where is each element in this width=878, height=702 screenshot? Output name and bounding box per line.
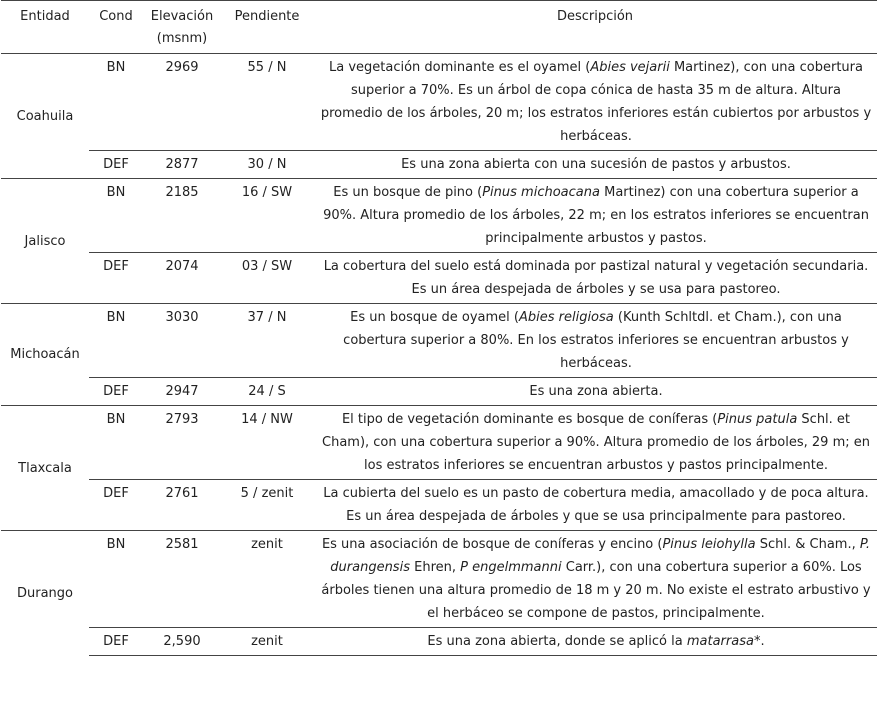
cell-pendiente: 16 / SW [221,179,313,253]
cell-pendiente: 37 / N [221,304,313,378]
cell-pendiente: 24 / S [221,378,313,406]
cell-elevacion: 2,590 [143,628,221,656]
cell-cond: DEF [89,480,143,531]
cell-elevacion: 2793 [143,406,221,480]
table-row [1,304,877,378]
table-row [1,406,877,480]
cell-pendiente: zenit [221,628,313,656]
species-name: Pinus patula [717,412,798,427]
cell-descripcion: La cobertura del suelo está dominada por pastizal natural y vegetación secundaria. Es un área despejada de árboles y se usa para pastoreo. [313,253,877,304]
cell-descripcion: Es una zona abierta con una sucesión de pastos y arbustos. [313,151,877,179]
cell-pendiente: 55 / N [221,54,313,151]
cell-descripcion: Es un bosque de oyamel (Abies religiosa (Kunth Schltdl. et Cham.), con una cobertura superior a 80%. En los estratos inferiores se encuentran arbustos y herbáceas. [313,304,877,378]
header-descripcion: Descripción [556,9,634,24]
cell-pendiente: 14 / NW [221,406,313,480]
cell-entidad: Durango [1,531,89,656]
cell-cond: DEF [89,253,143,304]
table-row [1,480,877,531]
cell-elevacion: 2761 [143,480,221,531]
table-row [1,628,877,656]
cell-elevacion: 2969 [143,54,221,151]
cell-cond: BN [89,304,143,378]
cell-cond: BN [89,179,143,253]
table-row [1,378,877,406]
cell-cond: BN [89,406,143,480]
species-name: P engelmmanni [460,560,562,575]
header-cond: Cond [99,9,133,24]
cell-pendiente: 03 / SW [221,253,313,304]
cell-descripcion: Es un bosque de pino (Pinus michoacana Martinez) con una cobertura superior a 90%. Altura promedio de los árboles, 22 m; en los estratos inferiores se encuentran principalmente arbustos y pastos. [313,179,877,253]
cell-pendiente: 30 / N [221,151,313,179]
cell-elevacion: 2074 [143,253,221,304]
cell-entidad: Tlaxcala [1,406,89,531]
table-row [1,151,877,179]
cell-entidad: Michoacán [1,304,89,406]
cell-cond: DEF [89,378,143,406]
cell-descripcion: La cubierta del suelo es un pasto de cobertura media, amacollado y de poca altura. Es un área despejada de árboles y que se usa principalmente para pastoreo. [313,480,877,531]
cell-descripcion: Es una zona abierta. [313,378,877,406]
cell-entidad: Jalisco [1,179,89,304]
table-body [1,54,877,656]
cell-cond: BN [89,531,143,628]
cell-elevacion: 2947 [143,378,221,406]
cell-elevacion: 2185 [143,179,221,253]
cell-descripcion: Es una zona abierta, donde se aplicó la matarrasa*. [313,628,877,656]
species-name: matarrasa [686,634,754,649]
cell-descripcion: Es una asociación de bosque de coníferas y encino (Pinus leiohylla Schl. & Cham., P. durangensis Ehren, P engelmmanni Carr.), con una cobertura superior a 60%. Los árboles tienen una altura promedio de 18 m y 20 m. No existe el estrato arbustivo y el herbáceo se compone de pastos, principalmente. [313,531,877,628]
species-name: Pinus leiohylla [662,537,756,552]
cell-entidad: Coahuila [1,54,89,179]
cell-cond: DEF [89,628,143,656]
species-name: Pinus michoacana [482,185,600,200]
species-name: Abies vejarii [590,60,670,75]
table-row [1,531,877,628]
table-row [1,54,877,151]
table-row [1,253,877,304]
table-row [1,179,877,253]
header-entidad: Entidad [20,9,70,24]
cell-elevacion: 2581 [143,531,221,628]
header-pendiente: Pendiente [234,9,300,24]
vegetation-table [1,0,877,656]
header-elevacion: Elevación (msnm) [150,9,214,46]
cell-cond: DEF [89,151,143,179]
cell-elevacion: 3030 [143,304,221,378]
cell-descripcion: El tipo de vegetación dominante es bosque de coníferas (Pinus patula Schl. et Cham), con una cobertura superior a 90%. Altura promedio de los árboles, 29 m; en los estratos inferiores se encuentran arbustos y pastos principalmente. [313,406,877,480]
cell-pendiente: 5 / zenit [221,480,313,531]
species-name: P. durangensis [330,537,871,575]
species-name: Abies religiosa [518,310,614,325]
table-header [1,1,877,54]
cell-pendiente: zenit [221,531,313,628]
cell-descripcion: La vegetación dominante es el oyamel (Abies vejarii Martinez), con una cobertura superior a 70%. Es un árbol de copa cónica de hasta 35 m de altura. Altura promedio de los árboles, 20 m; los estratos inferiores están cubiertos por arbustos y herbáceas. [313,54,877,151]
cell-elevacion: 2877 [143,151,221,179]
cell-cond: BN [89,54,143,151]
